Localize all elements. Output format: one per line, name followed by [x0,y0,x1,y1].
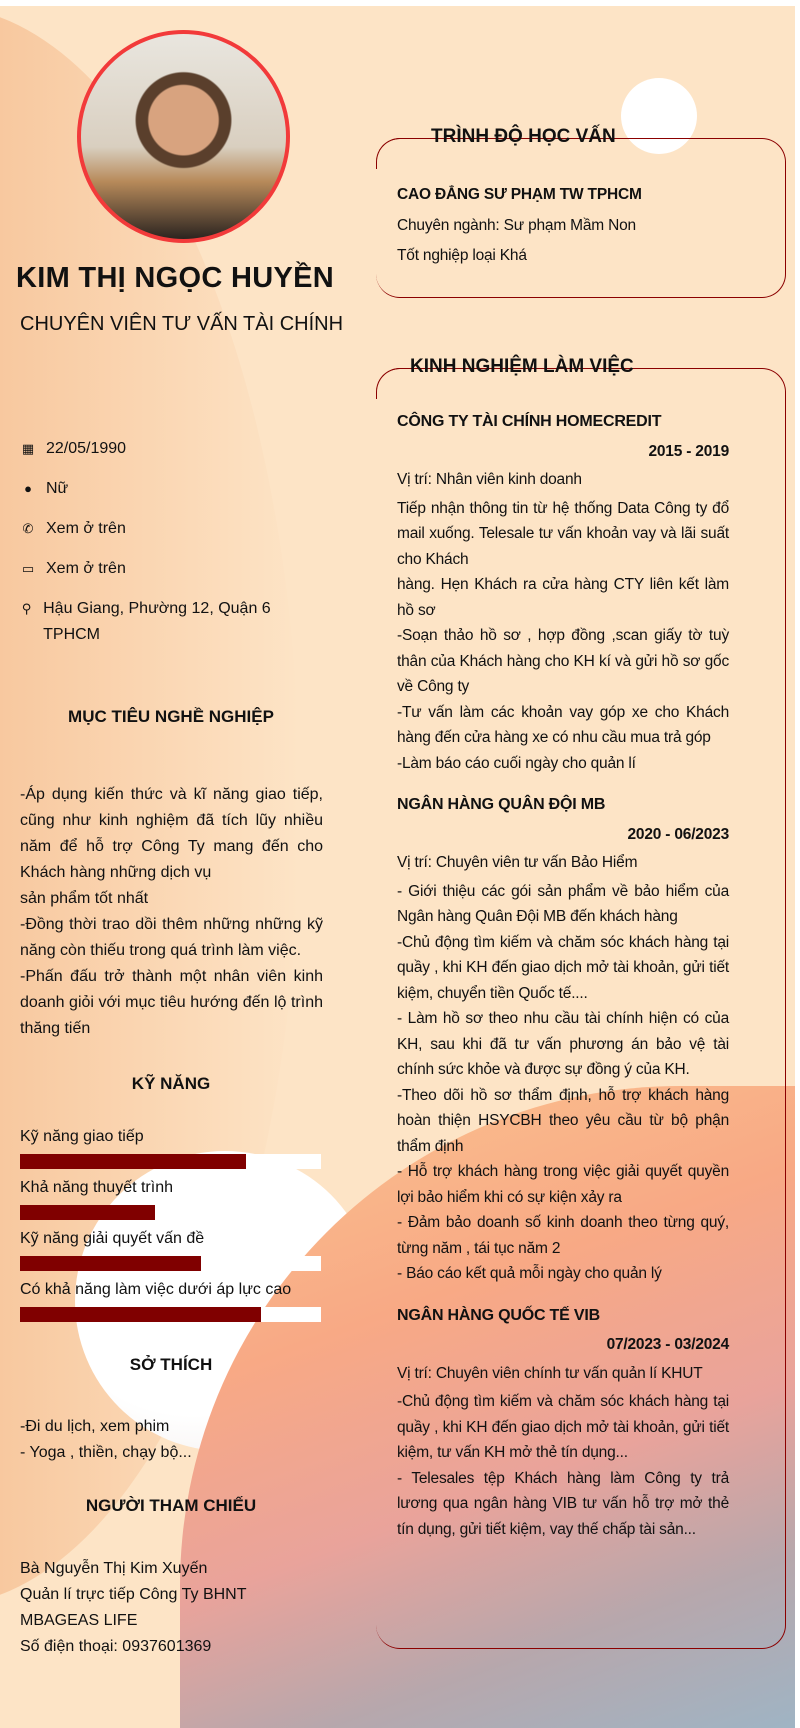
objective-heading: MỤC TIÊU NGHỀ NGHIỆP [68,707,274,726]
job-description-line: - Hỗ trợ khách hàng trong việc giải quyết quyền lợi bảo hiểm khi có sự kiện xảy ra [397,1163,729,1206]
education-grade: Tốt nghiệp loại Khá [397,247,527,264]
job-description-line: Tiếp nhận thông tin từ hệ thống Data Công ty đổ mail xuống. Telesale tư vấn khoản vay và lãi suất cho Khách [397,499,729,568]
hobby-line: -Đi du lịch, xem phim [20,1418,170,1435]
job-dates: 07/2023 - 03/2024 [606,1336,729,1353]
skills-list [20,1126,323,1330]
skill-name: Có khả năng làm việc dưới áp lực cao [20,1281,292,1298]
objective-line: -Đồng thời trao dồi thêm những những kỹ năng còn thiếu trong quá trình làm việc. [20,916,323,959]
user-icon: ● [24,481,32,496]
job-description-line: -Soạn thảo hồ sơ , hợp đồng ,scan giấy tờ tuỳ thân của Khách hàng cho KH kí và gửi hồ sơ gốc về Công ty [397,627,729,695]
job-position: Vị trí: Chuyên viên chính tư vấn quản lí KHUT [397,1364,703,1382]
job-description-line: -Chủ động tìm kiếm và chăm sóc khách hàng tại quầy , khi KH đến giao dịch mở tài khoản, gửi tiết kiệm, chuyển tiền Quốc tế.... [397,933,729,1002]
reference-line: Bà Nguyễn Thị Kim Xuyến [20,1560,208,1577]
skill-bar-fill [20,1205,155,1220]
address-value: Hậu Giang, Phường 12, Quận 6 TPHCM [43,600,271,643]
job-dates: 2015 - 2019 [648,442,729,460]
skills-heading: KỸ NĂNG [131,1074,211,1093]
job-position: Vị trí: Chuyên viên tư vấn Bảo Hiểm [397,854,638,871]
job-description-line: -Theo dõi hồ sơ thẩm định, hỗ trợ khách hàng hoàn thiện HSYCBH theo yêu cầu từ bộ phận thẩm định [397,1086,729,1155]
job-description-line: - Giới thiệu các gói sản phẩm về bảo hiểm của Ngân hàng Quân Đội MB đến khách hàng [397,882,729,925]
job-description-line: - Làm hồ sơ theo nhu cầu tài chính hiện có của KH, sau khi đã tư vấn phương án bảo vệ tài chính sức khỏe và được sự đồng ý của KH. [397,1010,729,1078]
skill-bar [20,1307,321,1322]
skill-bar-fill [20,1256,201,1271]
job-entry [397,792,729,1287]
job-description-line: - Đảm bảo doanh số kinh doanh theo từng quý, từng năm , tái tục năm 2 [397,1214,729,1257]
profile-photo [77,30,290,243]
job-description-line: - Telesales tệp Khách hàng làm Công ty trả lương qua ngân hàng VIB tư vấn hỗ trợ mở thẻ tín dụng, gửi tiết kiệm, vay thế chấp tài sản... [397,1469,729,1538]
full-name: KIM THỊ NGỌC HUYỀN [16,262,334,294]
skill-bar-fill [20,1307,261,1322]
education-major: Chuyên ngành: Sư phạm Mầm Non [397,216,636,234]
job-description-line: - Báo cáo kết quả mỗi ngày cho quản lý [397,1265,662,1282]
education-content [397,182,729,269]
reference-heading: NGƯỜI THAM CHIẾU [85,1496,257,1515]
email-icon: ▭ [21,561,35,576]
hobbies-heading: SỞ THÍCH [129,1355,213,1374]
objective-text [20,782,323,1042]
job-position: Vị trí: Nhân viên kinh doanh [397,471,582,488]
gender-value: Nữ [46,480,69,497]
reference-line: Số điện thoại: 0937601369 [20,1638,212,1655]
skill-name: Kỹ năng giải quyết vấn đề [20,1230,205,1247]
contact-gender [20,476,320,502]
school-name: CAO ĐẲNG SƯ PHẠM TW TPHCM [397,186,642,203]
reference-line: Quản lí trực tiếp Công Ty BHNT MBAGEAS LIFE [20,1586,247,1629]
contact-dob [20,436,320,462]
company-name: NGÂN HÀNG QUỐC TẾ VIB [397,1306,600,1324]
phone-value: Xem ở trên [46,520,126,537]
objective-line: sản phẩm tốt nhất [20,890,149,907]
location-icon: ⚲ [21,601,32,616]
hobbies-text [20,1414,323,1466]
job-entry [397,409,729,776]
job-title: CHUYÊN VIÊN TƯ VẤN TÀI CHÍNH [20,313,344,335]
job-description-line: -Tư vấn làm các khoản vay góp xe cho Khách hàng đến cửa hàng xe có nhu cầu mua trả góp [397,703,729,746]
skill-name: Kỹ năng giao tiếp [20,1128,144,1145]
objective-line: -Áp dụng kiến thức và kĩ năng giao tiếp, cũng như kinh nghiệm đã tích lũy nhiều năm để hỗ trợ Công Ty mang đến cho Khách hàng những dịch vụ [20,786,323,881]
contact-email [20,556,320,582]
experience-heading: KINH NGHIỆM LÀM VIỆC [410,356,634,377]
job-description-line: -Làm báo cáo cuối ngày cho quản lí [397,754,636,772]
contact-address [20,596,280,648]
calendar-icon: ▦ [21,441,35,456]
email-value: Xem ở trên [46,560,126,577]
hobby-line: - Yoga , thiền, chạy bộ... [20,1444,192,1461]
skill-bar [20,1256,321,1271]
skill-bar [20,1154,321,1169]
skill-bar-fill [20,1154,246,1169]
objective-line: -Phấn đấu trở thành một nhân viên kinh doanh giỏi với mục tiêu hướng đến lộ trình thăng tiến [20,968,323,1037]
skill-bar [20,1205,321,1220]
job-description-line: -Chủ động tìm kiếm và chăm sóc khách hàng tại quầy , khi KH đến giao dịch mở tài khoản, gửi tiết kiệm, tư vấn KH mở thẻ tín dụng... [397,1393,729,1461]
reference-text [20,1556,280,1660]
contact-phone [20,516,320,542]
education-heading: TRÌNH ĐỘ HỌC VẤN [431,126,616,147]
skill-name: Khả năng thuyết trình [20,1179,173,1196]
company-name: NGÂN HÀNG QUÂN ĐỘI MB [397,796,606,813]
job-description-line: hàng. Hẹn Khách ra cửa hàng CTY liên kết làm hồ sơ [397,576,729,619]
job-entry [397,1303,729,1543]
job-dates: 2020 - 06/2023 [627,825,729,843]
company-name: CÔNG TY TÀI CHÍNH HOMECREDIT [397,413,662,430]
phone-icon: ✆ [22,521,34,536]
dob-value: 22/05/1990 [46,440,127,457]
experience-list [397,393,729,1542]
